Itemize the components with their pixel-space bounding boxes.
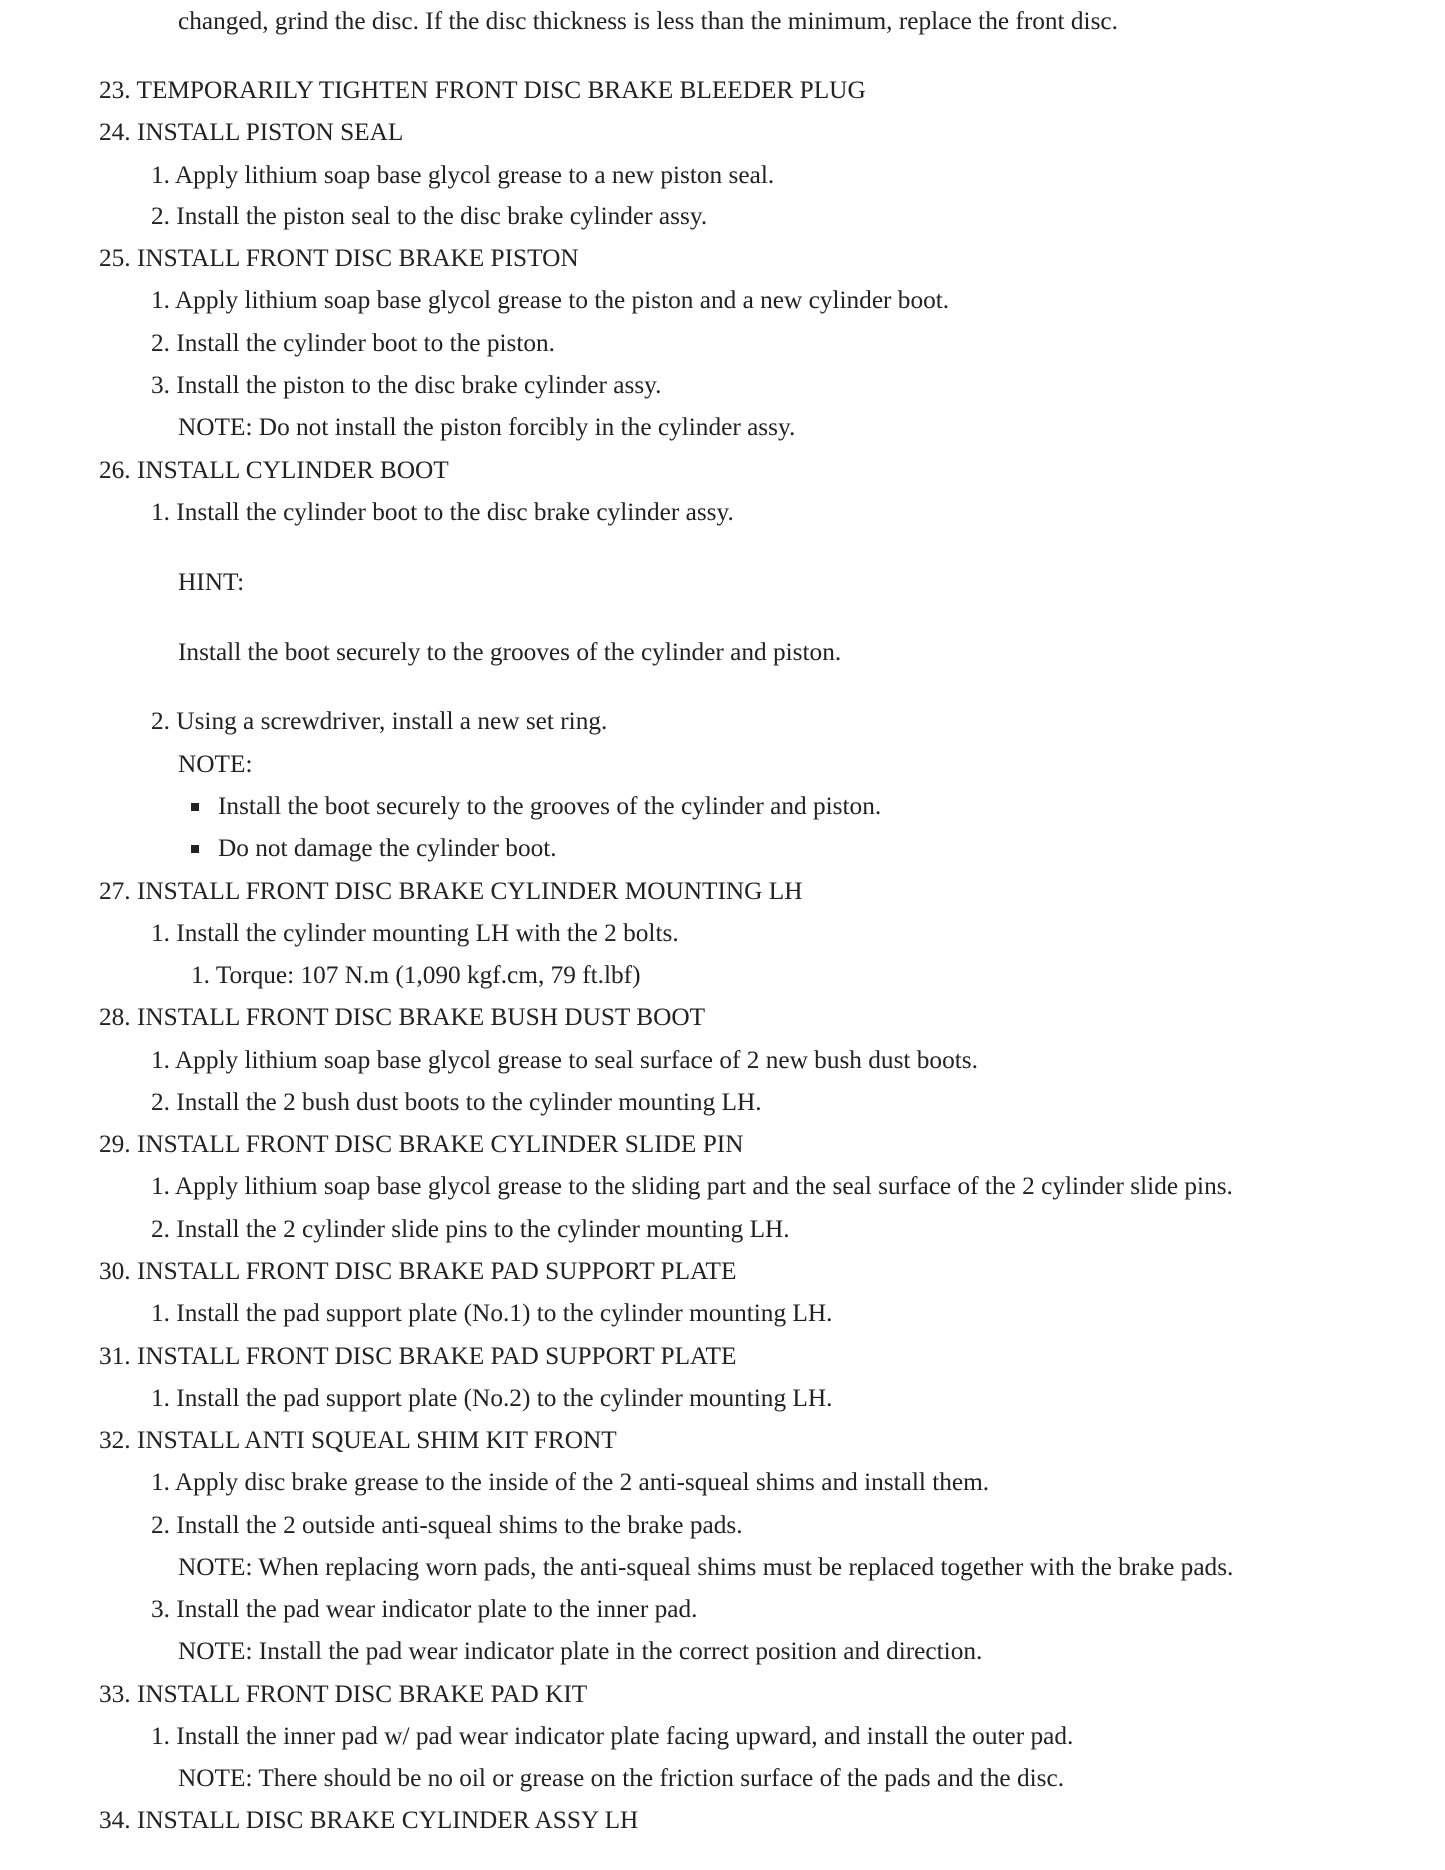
step-29-1: 1. Apply lithium soap base glycol grease to the sliding part and the seal surface of the 2 cylinder slide pins. bbox=[151, 1172, 1233, 1200]
step-32-3: 3. Install the pad wear indicator plate to the inner pad. bbox=[151, 1595, 698, 1623]
step-33-heading: 33. INSTALL FRONT DISC BRAKE PAD KIT bbox=[99, 1680, 588, 1708]
step-28-2: 2. Install the 2 bush dust boots to the cylinder mounting LH. bbox=[151, 1088, 762, 1116]
step-30-1: 1. Install the pad support plate (No.1) to the cylinder mounting LH. bbox=[151, 1299, 833, 1327]
step-29-heading: 29. INSTALL FRONT DISC BRAKE CYLINDER SLIDE PIN bbox=[99, 1130, 744, 1158]
step-32-2: 2. Install the 2 outside anti-squeal shims to the brake pads. bbox=[151, 1511, 743, 1539]
step-26-2: 2. Using a screwdriver, install a new set ring. bbox=[151, 707, 608, 735]
step-32-heading: 32. INSTALL ANTI SQUEAL SHIM KIT FRONT bbox=[99, 1426, 617, 1454]
step-27-1: 1. Install the cylinder mounting LH with the 2 bolts. bbox=[151, 919, 679, 947]
step-25-3: 3. Install the piston to the disc brake cylinder assy. bbox=[151, 371, 662, 399]
step-26-hint-text: Install the boot securely to the grooves of the cylinder and piston. bbox=[178, 638, 842, 666]
step-26-1: 1. Install the cylinder boot to the disc brake cylinder assy. bbox=[151, 498, 734, 526]
step-26-hint-label: HINT: bbox=[178, 568, 245, 596]
step-25-2: 2. Install the cylinder boot to the piston. bbox=[151, 329, 555, 357]
step-26-heading: 26. INSTALL CYLINDER BOOT bbox=[99, 456, 449, 484]
step-32-1: 1. Apply disc brake grease to the inside of the 2 anti-squeal shims and install them. bbox=[151, 1468, 990, 1496]
continuation-text: changed, grind the disc. If the disc thickness is less than the minimum, replace the front disc. bbox=[178, 7, 1118, 35]
step-23-heading: 23. TEMPORARILY TIGHTEN FRONT DISC BRAKE BLEEDER PLUG bbox=[99, 76, 866, 104]
step-33-1: 1. Install the inner pad w/ pad wear indicator plate facing upward, and install the outer pad. bbox=[151, 1722, 1074, 1750]
step-34-heading: 34. INSTALL DISC BRAKE CYLINDER ASSY LH bbox=[99, 1806, 639, 1834]
step-32-3-note: NOTE: Install the pad wear indicator plate in the correct position and direction. bbox=[178, 1637, 983, 1665]
step-27-1-torque: 1. Torque: 107 N.m (1,090 kgf.cm, 79 ft.lbf) bbox=[191, 961, 641, 989]
step-24-2: 2. Install the piston seal to the disc brake cylinder assy. bbox=[151, 202, 708, 230]
bullet-text: Install the boot securely to the grooves of the cylinder and piston. bbox=[218, 792, 882, 820]
step-25-note: NOTE: Do not install the piston forcibly in the cylinder assy. bbox=[178, 413, 796, 441]
step-30-heading: 30. INSTALL FRONT DISC BRAKE PAD SUPPORT PLATE bbox=[99, 1257, 737, 1285]
step-31-heading: 31. INSTALL FRONT DISC BRAKE PAD SUPPORT PLATE bbox=[99, 1342, 737, 1370]
step-31-1: 1. Install the pad support plate (No.2) to the cylinder mounting LH. bbox=[151, 1384, 833, 1412]
bullet-square-icon bbox=[191, 803, 199, 811]
bullet-text: Do not damage the cylinder boot. bbox=[218, 834, 557, 862]
step-25-heading: 25. INSTALL FRONT DISC BRAKE PISTON bbox=[99, 244, 579, 272]
step-27-heading: 27. INSTALL FRONT DISC BRAKE CYLINDER MOUNTING LH bbox=[99, 877, 803, 905]
step-32-2-note: NOTE: When replacing worn pads, the anti-squeal shims must be replaced together with the brake pads. bbox=[178, 1553, 1234, 1581]
step-28-heading: 28. INSTALL FRONT DISC BRAKE BUSH DUST BOOT bbox=[99, 1003, 706, 1031]
step-24-1: 1. Apply lithium soap base glycol grease to a new piston seal. bbox=[151, 161, 775, 189]
bullet-square-icon bbox=[191, 845, 199, 853]
step-29-2: 2. Install the 2 cylinder slide pins to the cylinder mounting LH. bbox=[151, 1215, 790, 1243]
step-28-1: 1. Apply lithium soap base glycol grease to seal surface of 2 new bush dust boots. bbox=[151, 1046, 978, 1074]
step-24-heading: 24. INSTALL PISTON SEAL bbox=[99, 118, 404, 146]
step-25-1: 1. Apply lithium soap base glycol grease to the piston and a new cylinder boot. bbox=[151, 286, 950, 314]
step-26-note-label: NOTE: bbox=[178, 750, 253, 778]
step-33-note: NOTE: There should be no oil or grease on the friction surface of the pads and the disc. bbox=[178, 1764, 1065, 1792]
